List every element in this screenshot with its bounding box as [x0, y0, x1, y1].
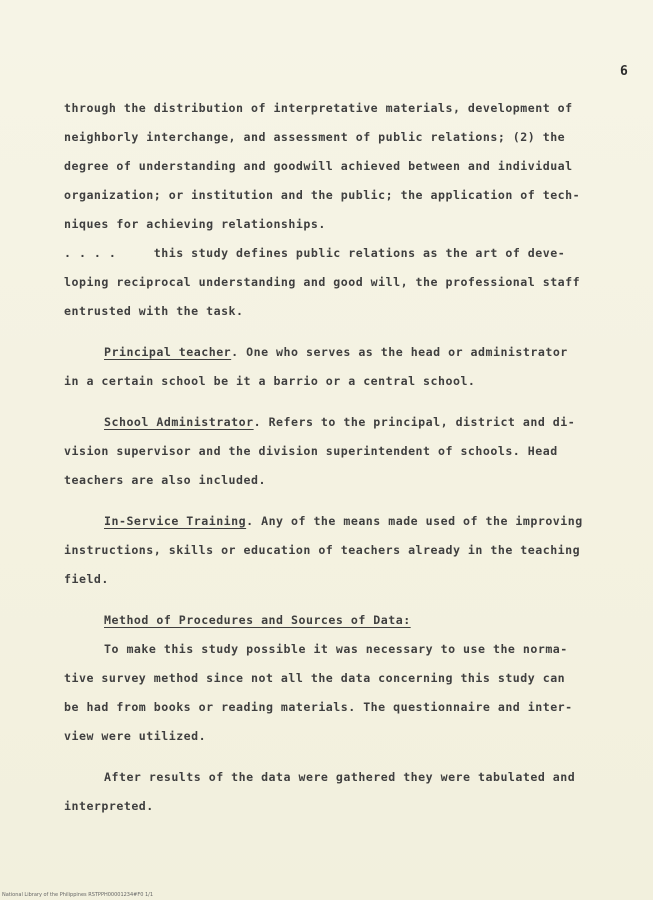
paragraph-gap [64, 751, 584, 763]
paragraph-gap [64, 396, 584, 408]
text-line: vision supervisor and the division superintendent of schools. Head [64, 444, 558, 458]
definition-school-administrator [64, 408, 584, 437]
definition-in-service-training [64, 507, 584, 536]
text-line: niques for achieving relationships. [64, 217, 326, 231]
text-line: entrusted with the task. [64, 304, 244, 318]
section-heading-method [64, 606, 584, 635]
definition-text: . Any of the means made used of the improving [246, 514, 583, 528]
text-line: view were utilized. [64, 729, 207, 743]
text-line: To make this study possible it was necessary to use the norma- [104, 642, 568, 656]
paragraph-gap [64, 594, 584, 606]
text-line: After results of the data were gathered they were tabulated and [104, 770, 576, 784]
text-line: in a certain school be it a barrio or a central school. [64, 374, 476, 388]
text-line: organization; or institution and the public; the application of tech- [64, 188, 581, 202]
text-line: teachers are also included. [64, 473, 266, 487]
page-number: 6 [620, 64, 628, 79]
definition-text: . Refers to the principal, district and di- [253, 415, 576, 429]
text-line: instructions, skills or education of teachers already in the teaching [64, 543, 581, 557]
text-line: degree of understanding and goodwill achieved between and individual [64, 159, 573, 173]
definition-principal [64, 338, 584, 367]
definition-term: School Administrator [104, 415, 254, 429]
text-line-content: this study defines public relations as the art of deve- [153, 246, 566, 260]
text-line: be had from books or reading materials. The questionnaire and inter- [64, 700, 573, 714]
definition-text: . One who serves as the head or administrator [231, 345, 568, 359]
ellipsis: . . . . [64, 246, 117, 260]
definition-term: In-Service Training [104, 514, 247, 528]
definition-term: Principal teacher [104, 345, 232, 359]
text-line: neighborly interchange, and assessment of public relations; (2) the [64, 130, 566, 144]
text-line: tive survey method since not all the data concerning this study can [64, 671, 566, 685]
body-text [64, 94, 584, 821]
text-line: interpreted. [64, 799, 154, 813]
text-line: through the distribution of interpretative materials, development of [64, 101, 573, 115]
text-line: loping reciprocal understanding and good will, the professional staff [64, 275, 581, 289]
paragraph-gap [64, 495, 584, 507]
paragraph-gap [64, 326, 584, 338]
method-heading: Method of Procedures and Sources of Data: [104, 613, 411, 627]
text-line: field. [64, 572, 109, 586]
footer-caption: National Library of the Philippines RSTPPH00001234#F0 1/1 [2, 892, 154, 898]
text-line [64, 239, 584, 268]
